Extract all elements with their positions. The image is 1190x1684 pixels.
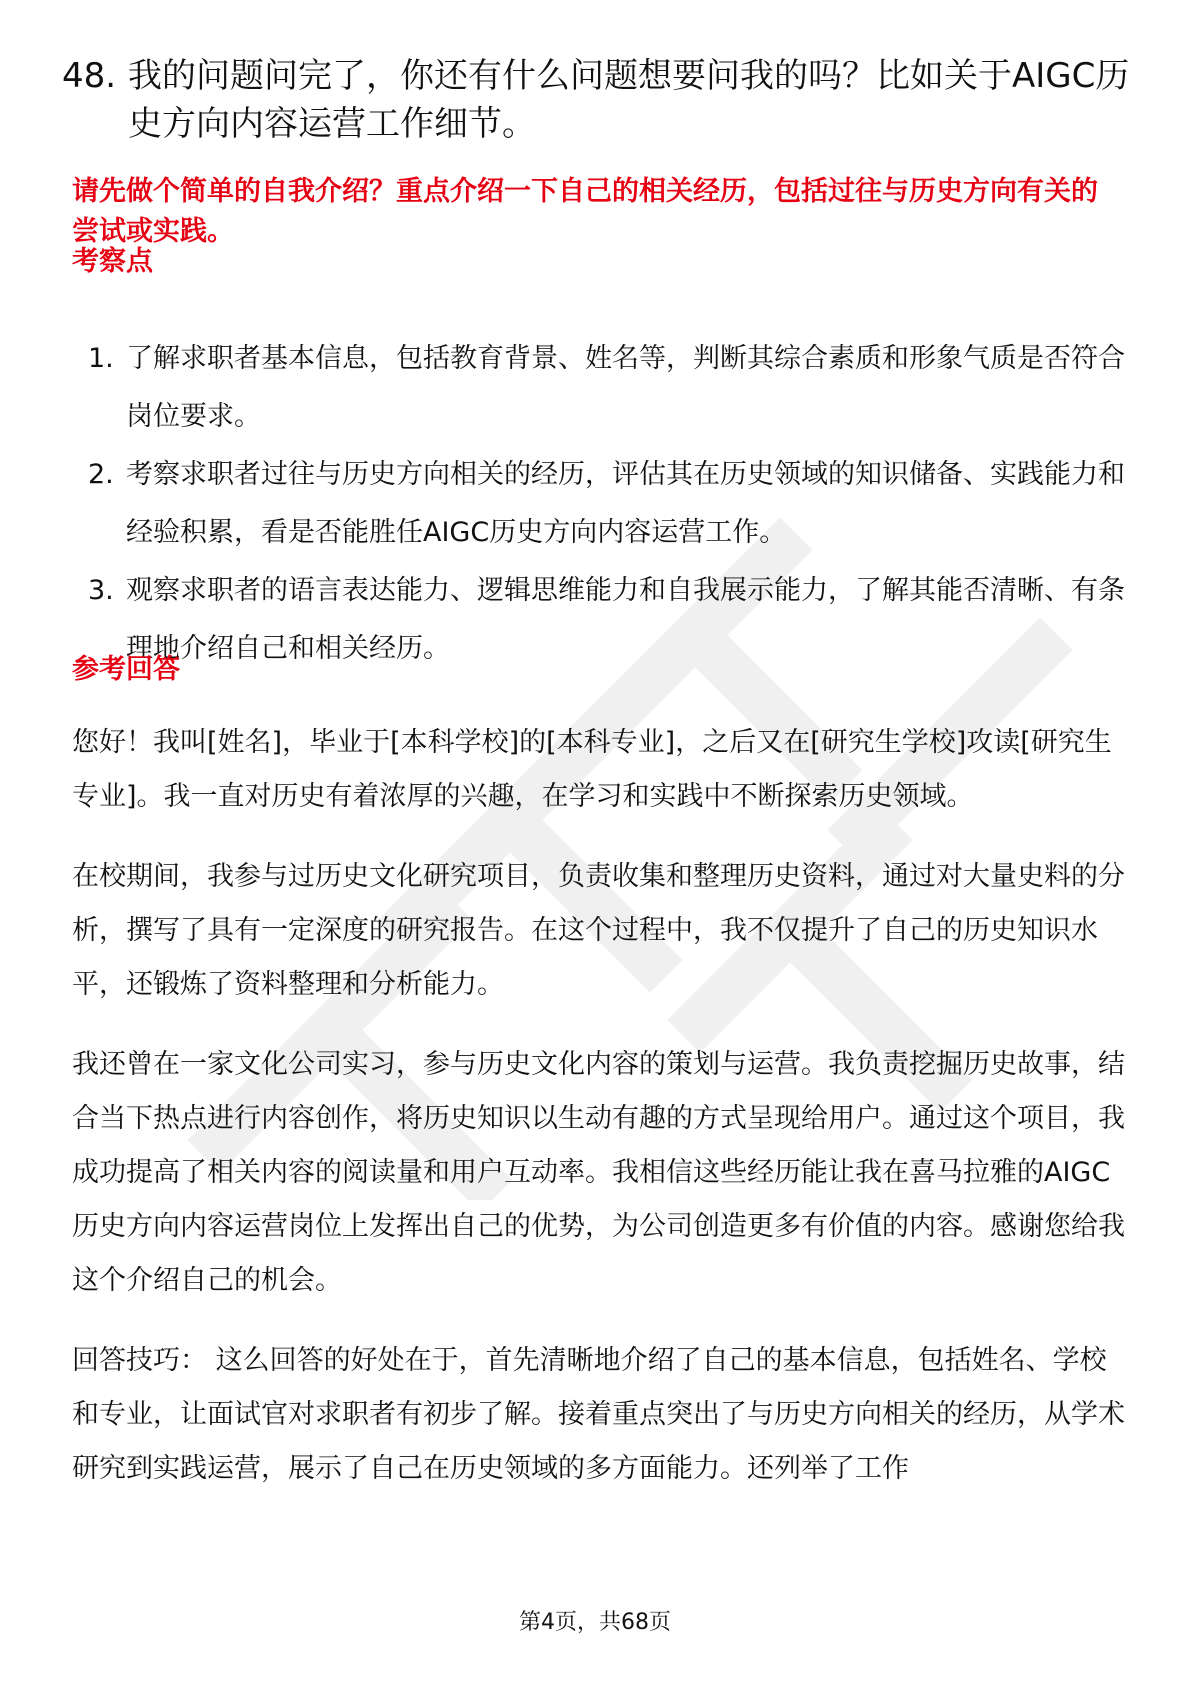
- sub-question: 请先做个简单的自我介绍？重点介绍一下自己的相关经历，包括过往与历史方向有关的尝试或实践。: [72, 176, 1098, 247]
- list-item-text: 观察求职者的语言表达能力、逻辑思维能力和自我展示能力，了解其能否清晰、有条理地介绍自己和相关经历。: [126, 575, 1125, 664]
- list-item-number: 2.: [88, 459, 114, 490]
- list-item-number: 1.: [88, 343, 114, 374]
- reference-paragraph: 您好！我叫[姓名]，毕业于[本科学校]的[本科专业]，之后又在[研究生学校]攻读[研究生专业]。我一直对历史有着浓厚的兴趣，在学习和实践中不断探索历史领域。: [72, 727, 1112, 812]
- list-item-text: 考察求职者过往与历史方向相关的经历，评估其在历史领域的知识储备、实践能力和经验积累，看是否能胜任AIGC历史方向内容运营工作。: [126, 459, 1125, 548]
- list-item-number: 3.: [88, 575, 114, 606]
- list-item: [72, 562, 1132, 678]
- assessment-label: 考察点: [72, 246, 153, 277]
- list-item: [72, 446, 1132, 562]
- answer-tips-paragraph: 回答技巧： 这么回答的好处在于，首先清晰地介绍了自己的基本信息，包括姓名、学校和专业，让面试官对求职者有初步了解。接着重点突出了与历史方向相关的经历，从学术研究到实践运营，展示了自己在历史领域的多方面能力。还列举了工作: [72, 1345, 1125, 1484]
- question-text: 我的问题问完了，你还有什么问题想要问我的吗？比如关于AIGC历史方向内容运营工作细节。: [128, 56, 1130, 144]
- list-item: [72, 330, 1132, 446]
- page-footer: 第4页，共68页: [519, 1610, 671, 1635]
- reference-paragraph: 我还曾在一家文化公司实习，参与历史文化内容的策划与运营。我负责挖掘历史故事，结合当下热点进行内容创作，将历史知识以生动有趣的方式呈现给用户。通过这个项目，我成功提高了相关内容的阅读量和用户互动率。我相信这些经历能让我在喜马拉雅的AIGC历史方向内容运营岗位上发挥出自己的优势，为公司创造更多有价值的内容。感谢您给我这个介绍自己的机会。: [72, 1049, 1125, 1296]
- question-heading: [62, 52, 1132, 148]
- assessment-list: [72, 330, 1132, 678]
- question-number: 48.: [62, 56, 117, 96]
- list-item-text: 了解求职者基本信息，包括教育背景、姓名等，判断其综合素质和形象气质是否符合岗位要求。: [126, 343, 1125, 432]
- reference-paragraph: 在校期间，我参与过历史文化研究项目，负责收集和整理历史资料，通过对大量史料的分析，撰写了具有一定深度的研究报告。在这个过程中，我不仅提升了自己的历史知识水平，还锻炼了资料整理和分析能力。: [72, 861, 1125, 1000]
- reference-label: 参考回答: [72, 654, 180, 685]
